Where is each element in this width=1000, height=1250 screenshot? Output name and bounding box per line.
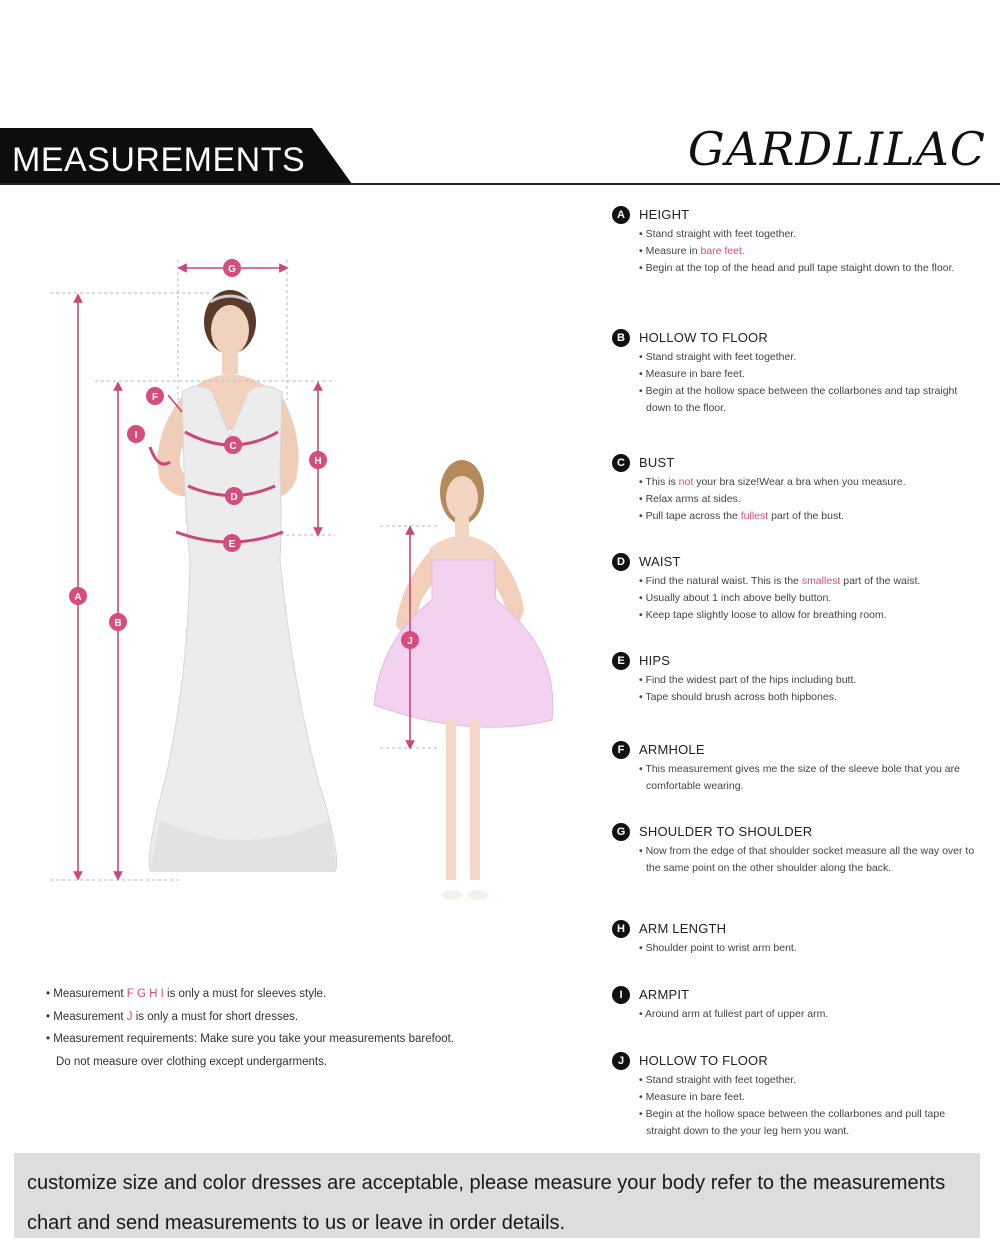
measurement-notes	[46, 983, 516, 1073]
badge-d-icon: D	[612, 553, 630, 571]
item-bullets	[639, 940, 979, 957]
item-bullets	[639, 843, 979, 877]
bullet-item: • Usually about 1 inch above belly button.	[639, 590, 979, 607]
item-title: HEIGHT	[639, 207, 690, 222]
note-requirements: • Measurement requirements: Make sure you take your measurements barefoot.	[46, 1028, 516, 1051]
brand-logo: GARDLILAC	[687, 122, 986, 176]
bullet-item: • Stand straight with feet together.	[639, 349, 979, 366]
bride-figure	[149, 290, 336, 872]
badge-g-icon: G	[612, 823, 630, 841]
highlight-text: smallest	[801, 575, 841, 587]
bullet-item: • This measurement gives me the size of the sleeve bole that you are comfortable wearing.	[639, 761, 979, 795]
badge-a-icon: A	[612, 206, 630, 224]
item-bullets	[639, 349, 979, 417]
badge-b-icon: B	[612, 329, 630, 347]
label-d: D	[230, 492, 238, 503]
item-bullets	[639, 672, 979, 706]
highlight-text: fullest	[740, 510, 769, 522]
item-title: WAIST	[639, 554, 681, 569]
bullet-item: • Keep tape slightly loose to allow for breathing room.	[639, 607, 979, 624]
bullet-item: • Now from the edge of that shoulder socket measure all the way over to the same point on the other shoulder along the back.	[639, 843, 979, 877]
label-f: F	[151, 392, 159, 403]
bullet-item: • Begin at the hollow space between the collarbones and pull tape straight down to the your leg hem you want.	[639, 1106, 979, 1140]
highlight-text: bare feet.	[700, 245, 745, 257]
bullet-item: • Measure in bare feet.	[639, 243, 979, 260]
footer-box	[14, 1153, 980, 1238]
highlight-text: not	[678, 476, 694, 488]
bullet-item: • Find the natural waist. This is the smallest part of the waist.	[639, 573, 979, 590]
item-bullets	[639, 573, 979, 624]
bullet-item: • Tape should brush across both hipbones.	[639, 689, 979, 706]
badge-j-icon: J	[612, 1052, 630, 1070]
label-j: J	[407, 636, 413, 647]
item-title: ARMPIT	[639, 987, 690, 1002]
bullet-item: • Begin at the hollow space between the collarbones and tap straight down to the floor.	[639, 383, 979, 417]
item-title: BUST	[639, 455, 675, 470]
bullet-item: • Measure in bare feet.	[639, 1089, 979, 1106]
label-c: C	[229, 441, 237, 452]
bullet-item: • Shoulder point to wrist arm bent.	[639, 940, 979, 957]
item-title: HOLLOW TO FLOOR	[639, 330, 768, 345]
label-h: H	[314, 456, 322, 467]
page-title: MEASUREMENTS	[12, 141, 306, 179]
label-a: A	[74, 592, 82, 603]
bullet-item: • Measure in bare feet.	[639, 366, 979, 383]
bullet-item: • Stand straight with feet together.	[639, 226, 979, 243]
badge-i-icon: I	[612, 986, 630, 1004]
note-sleeves: • Measurement F G H I is only a must for sleeves style.	[46, 983, 516, 1006]
badge-e-icon: E	[612, 652, 630, 670]
footer-text: customize size and color dresses are acceptable, please measure your body refer to the measurements chart and send measurements to us or leave in order details.	[27, 1172, 946, 1234]
note-clothing: Do not measure over clothing except undergarments.	[56, 1055, 328, 1068]
item-bullets	[639, 1072, 979, 1140]
bullet-item: • Relax arms at sides.	[639, 491, 979, 508]
bullet-item: • This is not your bra size!Wear a bra when you measure.	[639, 474, 979, 491]
item-bullets	[639, 474, 979, 525]
bullet-item: • Find the widest part of the hips including butt.	[639, 672, 979, 689]
label-e: E	[228, 539, 236, 550]
item-title: HOLLOW TO FLOOR	[639, 1053, 768, 1068]
label-g: G	[228, 264, 236, 275]
item-bullets	[639, 761, 979, 795]
item-title: ARMHOLE	[639, 742, 705, 757]
item-title: ARM LENGTH	[639, 921, 727, 936]
bullet-item: • Begin at the top of the head and pull tape staight down to the floor.	[639, 260, 979, 277]
badge-h-icon: H	[612, 920, 630, 938]
item-bullets	[639, 226, 979, 277]
bullet-item: • Pull tape across the fullest part of the bust.	[639, 508, 979, 525]
item-title: SHOULDER TO SHOULDER	[639, 824, 813, 839]
note-short-dress: • Measurement J is only a must for short dresses.	[46, 1006, 516, 1029]
badge-c-icon: C	[612, 454, 630, 472]
badge-f-icon: F	[612, 741, 630, 759]
measurement-figures	[0, 185, 600, 945]
label-b: B	[114, 618, 122, 629]
bullet-item: • Stand straight with feet together.	[639, 1072, 979, 1089]
bullet-item: • Around arm at fullest part of upper arm.	[639, 1006, 979, 1023]
label-i: I	[134, 430, 138, 441]
item-bullets	[639, 1006, 979, 1023]
item-title: HIPS	[639, 653, 671, 668]
